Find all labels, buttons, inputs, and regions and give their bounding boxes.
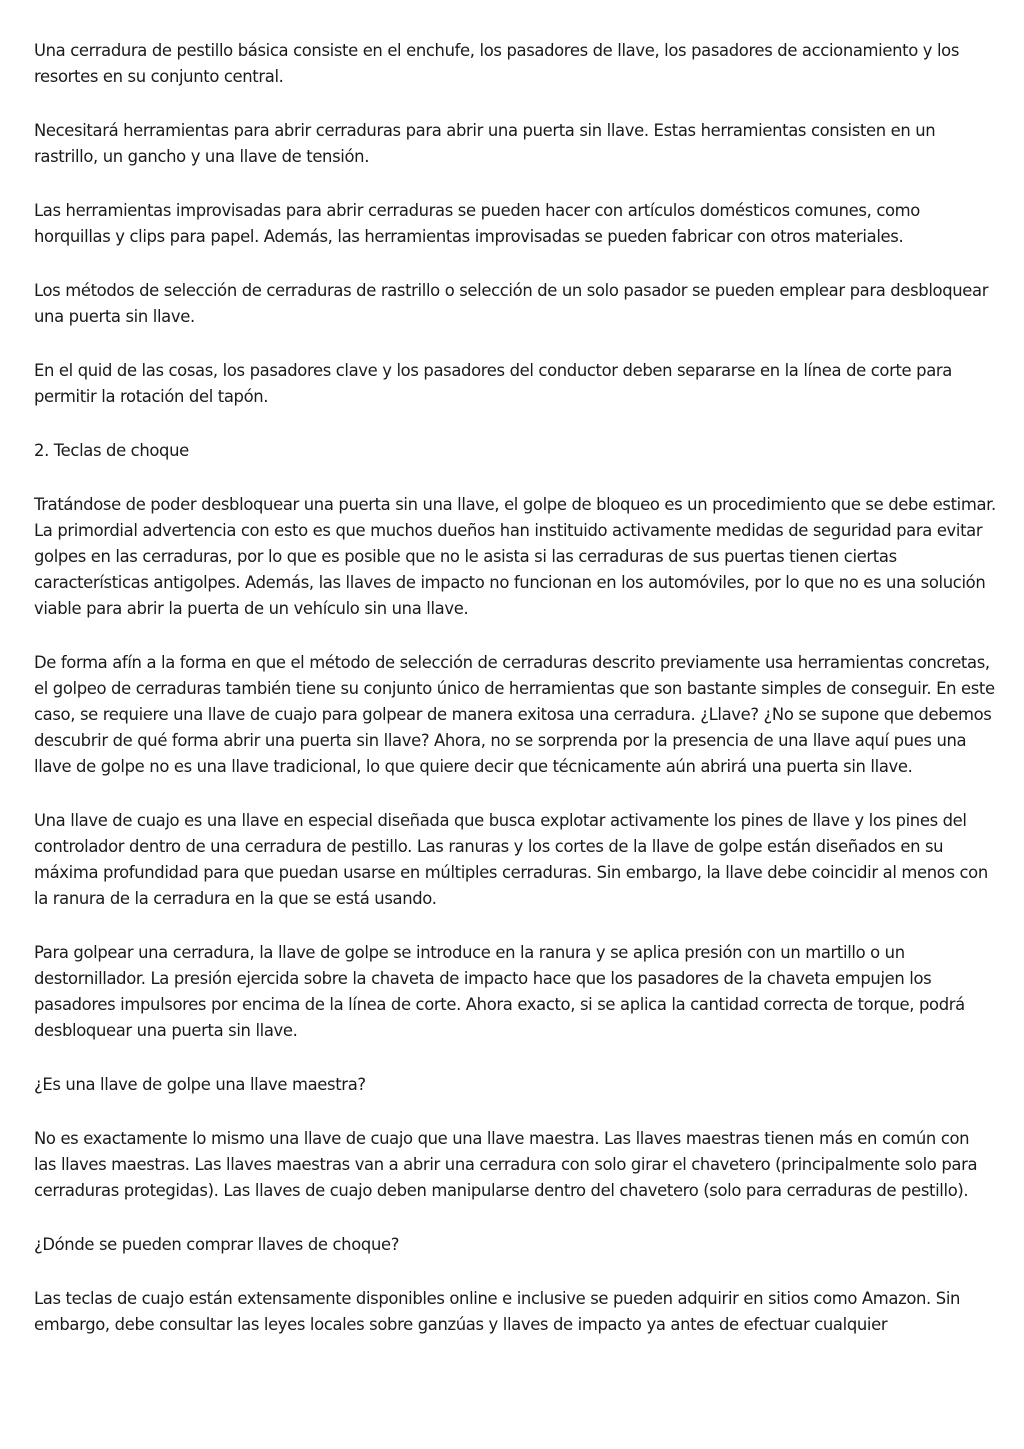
paragraph-where-to-buy: Las teclas de cuajo están extensamente disponibles online e inclusive se pueden adquirir en sitios como Amazon. Sin embargo, debe consultar las leyes locales sobre ganzúas y llaves de impacto ya antes de efectuar cualquier <box>34 1289 961 1334</box>
document-body <box>34 38 996 1366</box>
paragraph-master-key-comparison: No es exactamente lo mismo una llave de cuajo que una llave maestra. Las llaves maestras tienen más en común con las llaves maestras. Las llaves maestras van a abrir una cerradura con solo girar el chavetero (principalmente solo para cerraduras protegidas). Las llaves de cuajo deben manipularse dentro del chavetero (solo para cerraduras de pestillo). <box>34 1129 978 1200</box>
question-heading-master-key: ¿Es una llave de golpe una llave maestra? <box>34 1075 366 1094</box>
paragraph-bumping-tools: De forma afín a la forma en que el método de selección de cerraduras descrito previamente usa herramientas concretas, el golpeo de cerraduras también tiene su conjunto único de herramientas que son bastante simples de conseguir. En este caso, se requiere una llave de cuajo para golpear de manera exitosa una cerradura. ¿Llave? ¿No se supone que debemos descubrir de qué forma abrir una puerta sin llave? Ahora, no se sorprenda por la presencia de una llave aquí pues una llave de golpe no es una llave tradicional, lo que quiere decir que técnicamente aún abrirá una puerta sin llave. <box>34 653 995 776</box>
paragraph-bump-key-design: Una llave de cuajo es una llave en especial diseñada que busca explotar activamente los pines de llave y los pines del controlador dentro de una cerradura de pestillo. Las ranuras y los cortes de la llave de golpe están diseñados en su máxima profundidad para que puedan usarse en múltiples cerraduras. Sin embargo, la llave debe coincidir al menos con la ranura de la cerradura en la que se está usando. <box>34 811 988 908</box>
paragraph-pin-tumbler-lock: Una cerradura de pestillo básica consiste en el enchufe, los pasadores de llave, los pasadores de accionamiento y los resortes en su conjunto central. <box>34 41 960 86</box>
question-heading-where-to-buy: ¿Dónde se pueden comprar llaves de choque? <box>34 1235 400 1254</box>
paragraph-how-to-bump: Para golpear una cerradura, la llave de golpe se introduce en la ranura y se aplica presión con un martillo o un destornillador. La presión ejercida sobre la chaveta de impacto hace que los pasadores de la chaveta empujen los pasadores impulsores por encima de la línea de corte. Ahora exacto, si se aplica la cantidad correcta de torque, podrá desbloquear una puerta sin llave. <box>34 943 965 1040</box>
paragraph-bumping-intro: Tratándose de poder desbloquear una puerta sin una llave, el golpe de bloqueo es un procedimiento que se debe estimar. La primordial advertencia con esto es que muchos dueños han instituido activamente medidas de seguridad para evitar golpes en las cerraduras, por lo que es posible que no le asista si las cerraduras de sus puertas tienen ciertas características antigolpes. Además, las llaves de impacto no funcionan en los automóviles, por lo que no es una solución viable para abrir la puerta de un vehículo sin una llave. <box>34 495 996 618</box>
paragraph-tools-needed: Necesitará herramientas para abrir cerraduras para abrir una puerta sin llave. Estas herramientas consisten en un rastrillo, un gancho y una llave de tensión. <box>34 121 936 166</box>
section-heading-bump-keys: 2. Teclas de choque <box>34 441 189 460</box>
paragraph-picking-methods: Los métodos de selección de cerraduras de rastrillo o selección de un solo pasador se pueden emplear para desbloquear una puerta sin llave. <box>34 281 989 326</box>
paragraph-improvised-tools: Las herramientas improvisadas para abrir cerraduras se pueden hacer con artículos domésticos comunes, como horquillas y clips para papel. Además, las herramientas improvisadas se pueden fabricar con otros materiales. <box>34 201 920 246</box>
paragraph-shear-line: En el quid de las cosas, los pasadores clave y los pasadores del conductor deben separarse en la línea de corte para permitir la rotación del tapón. <box>34 361 952 406</box>
